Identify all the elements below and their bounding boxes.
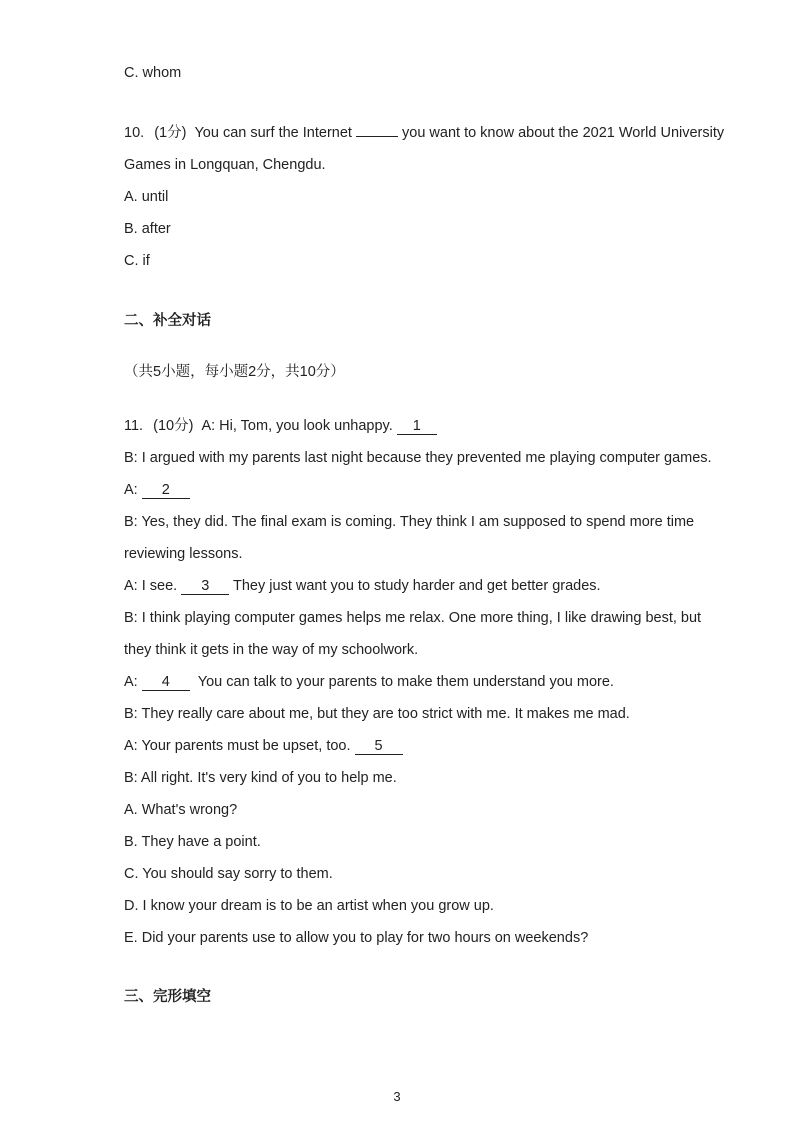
q10-text-after: you want to know about the 2021 World University <box>402 125 725 141</box>
section2-heading: 二、补全对话 <box>124 313 211 329</box>
q11-line3 <box>124 480 190 500</box>
q11-blank-3: 3 <box>181 578 229 595</box>
q11-score: (10分) <box>153 418 194 434</box>
q11-line9-prefix: A: <box>124 674 138 690</box>
q11-line2: B: I argued with my parents last night because they prevented me playing computer games. <box>124 450 712 466</box>
q11-line4: B: Yes, they did. The final exam is coming. They think I am supposed to spend more time <box>124 514 695 530</box>
q10-option-b: B. after <box>124 221 171 237</box>
q11-line9-suffix: You can talk to your parents to make them understand you more. <box>197 674 614 690</box>
q11-line1 <box>124 416 437 436</box>
q11-option-d: D. I know your dream is to be an artist when you grow up. <box>124 898 494 914</box>
q10-text-before: You can surf the Internet <box>194 125 352 141</box>
q11-option-b: B. They have a point. <box>124 834 261 850</box>
q11-blank-1: 1 <box>397 418 437 435</box>
q11-line5: reviewing lessons. <box>124 546 243 562</box>
q11-line1-text: A: Hi, Tom, you look unhappy. <box>201 418 393 434</box>
q11-line12: B: All right. It's very kind of you to help me. <box>124 770 397 786</box>
q11-option-e: E. Did your parents use to allow you to play for two hours on weekends? <box>124 930 589 946</box>
q10-stem-line2: Games in Longquan, Chengdu. <box>124 157 326 173</box>
q11-line7: B: I think playing computer games helps me relax. One more thing, I like drawing best, but <box>124 610 702 626</box>
q11-line11-prefix: A: Your parents must be upset, too. <box>124 738 351 754</box>
q11-line6-prefix: A: I see. <box>124 578 178 594</box>
section2-note: （共5小题，每小题2分，共10分） <box>124 364 345 380</box>
q10-number: 10. <box>124 125 145 141</box>
q10-option-a: A. until <box>124 189 169 205</box>
q11-blank-5: 5 <box>355 738 403 755</box>
q11-line3-prefix: A: <box>124 482 138 498</box>
q11-line8: they think it gets in the way of my schoolwork. <box>124 642 419 658</box>
q11-line10: B: They really care about me, but they are too strict with me. It makes me mad. <box>124 706 630 722</box>
q11-line11 <box>124 736 403 756</box>
q11-option-c: C. You should say sorry to them. <box>124 866 333 882</box>
q10-option-c: C. if <box>124 253 150 269</box>
q11-line9 <box>124 672 614 692</box>
section3-heading: 三、完形填空 <box>124 989 211 1005</box>
q10-score: (1分) <box>154 125 187 141</box>
q11-option-a: A. What's wrong? <box>124 802 238 818</box>
q11-blank-2: 2 <box>142 482 190 499</box>
q10-stem-line1 <box>124 123 724 143</box>
q10-blank <box>356 136 398 137</box>
page-number: 3 <box>393 1089 401 1104</box>
q11-blank-4: 4 <box>142 674 190 691</box>
q11-line6 <box>124 576 601 596</box>
q11-line6-suffix: They just want you to study harder and get better grades. <box>233 578 601 594</box>
q9-option-c: C. whom <box>124 65 182 81</box>
q11-number: 11. <box>124 418 144 434</box>
